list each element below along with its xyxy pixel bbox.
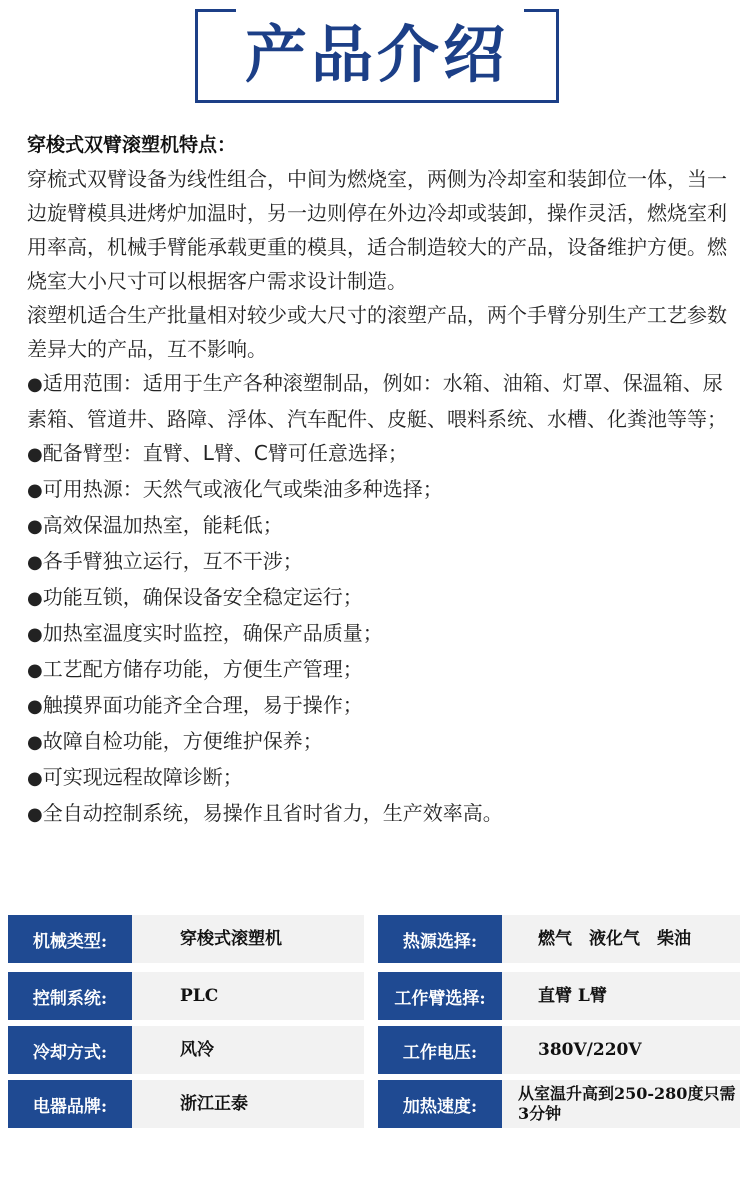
bullet-icon: ● [27,516,43,537]
bullet-icon: ● [27,696,43,717]
page-title: 产品介绍 [244,18,509,91]
feature-text: 配备臂型：直臂、L臂、C臂可任意选择； [42,441,408,465]
feature-text: 可用热源：天然气或液化气或柴油多种选择； [42,477,443,501]
spec-label: 热源选择: [378,915,502,963]
bullet-icon: ● [27,480,43,501]
intro-paragraph-2: 滚塑机适合生产批量相对较少或大尺寸的滚塑产品，两个手臂分别生产工艺参数差异大的产品，互不影响。 [27,303,727,361]
table-row [0,972,750,1020]
spec-value: 穿梭式滚塑机 [132,915,364,963]
spec-value: PLC [132,972,364,1020]
bullet-icon: ● [27,768,43,789]
spec-label: 工作臂选择: [378,972,502,1020]
spec-value: 直臂 L臂 [502,972,740,1020]
bullet-icon: ● [27,660,43,681]
feature-text: 触摸界面功能齐全合理，易于操作； [42,693,363,717]
feature-text: 功能互锁，确保设备安全稳定运行； [42,585,363,609]
list-item [27,760,727,796]
features-heading: 穿梭式双臂滚塑机特点： [27,134,237,156]
bullet-icon: ● [27,444,43,465]
feature-text: 工艺配方储存功能，方便生产管理； [42,657,363,681]
intro-paragraph-1: 穿梳式双臂设备为线性组合，中间为燃烧室，两侧为冷却室和装卸位一体，当一边旋臂模具进烤炉加温时，另一边则停在外边冷却或装卸，操作灵活，燃烧室利用率高，机械手臂能承载更重的模具，适合制造较大的产品，设备维护方便。燃烧室大小尺寸可以根据客户需求设计制造。 [27,167,727,293]
title-frame-gap [236,3,524,15]
list-item [27,508,727,544]
table-row [0,1080,750,1128]
spec-label: 加热速度: [378,1080,502,1128]
spec-label: 控制系统: [8,972,132,1020]
list-item [27,688,727,724]
bullet-icon: ● [27,588,43,609]
bullet-icon: ● [27,804,43,825]
spec-label: 冷却方式: [8,1026,132,1074]
spec-value: 风冷 [132,1026,364,1074]
list-item [27,436,727,472]
spec-label: 机械类型: [8,915,132,963]
feature-list [27,366,727,832]
product-description [27,128,727,832]
table-row [0,915,750,963]
spec-value: 燃气 液化气 柴油 [502,915,740,963]
bullet-icon: ● [27,732,43,753]
bullet-icon: ● [27,624,43,645]
spec-value: 380V/220V [502,1026,740,1074]
feature-text: 故障自检功能，方便维护保养； [42,729,323,753]
feature-text: 各手臂独立运行，互不干涉； [42,549,303,573]
feature-text: 适用范围：适用于生产各种滚塑制品，例如：水箱、油箱、灯罩、保温箱、尿素箱、管道井、路障、浮体、汽车配件、皮艇、喂料系统、水槽、化粪池等等； [27,371,727,431]
list-item [27,652,727,688]
list-item [27,544,727,580]
list-item [27,724,727,760]
bullet-icon: ● [27,374,43,395]
spec-label: 工作电压: [378,1026,502,1074]
feature-text: 可实现远程故障诊断； [42,765,243,789]
feature-text: 高效保温加热室，能耗低； [42,513,283,537]
spec-value: 从室温升高到250-280度只需3分钟 [502,1080,740,1128]
list-item [27,472,727,508]
list-item [27,366,727,436]
feature-text: 加热室温度实时监控，确保产品质量； [42,621,383,645]
spec-value: 浙江正泰 [132,1080,364,1128]
list-item [27,616,727,652]
list-item [27,580,727,616]
spec-label: 电器品牌: [8,1080,132,1128]
feature-text: 全自动控制系统，易操作且省时省力，生产效率高。 [42,801,503,825]
table-row [0,1026,750,1074]
list-item [27,796,727,832]
bullet-icon: ● [27,552,43,573]
